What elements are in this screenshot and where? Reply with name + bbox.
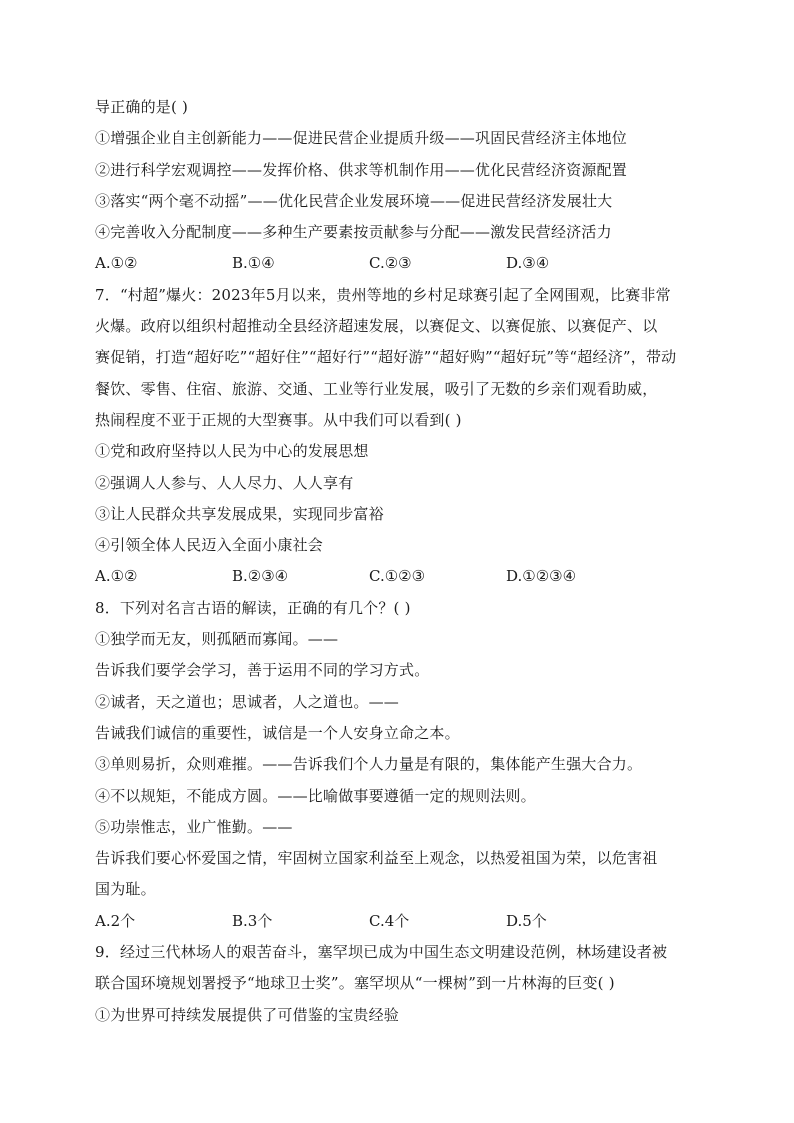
exam-page xyxy=(95,92,707,1031)
q7-item-1: ①党和政府坚持以人民为中心的发展思想 xyxy=(95,442,369,461)
q6-item-1: ①增强企业自主创新能力——促进民营企业提质升级——巩固民营经济主体地位 xyxy=(95,129,628,148)
q8-choice-d: D.5个 xyxy=(506,911,547,930)
q8-choice-b: B.3个 xyxy=(232,911,273,930)
q8-line-9: 国为耻。 xyxy=(95,880,156,899)
q8-choice-a: A.2个 xyxy=(95,911,136,930)
q7-choices xyxy=(95,561,707,592)
q7-item-4: ④引领全体人民迈入全面小康社会 xyxy=(95,536,324,555)
q7-item-2: ②强调人人参与、人人尽力、人人享有 xyxy=(95,473,354,492)
q7-stem-line-1: 7．“村超”爆火：2023年5月以来，贵州等地的乡村足球赛引起了全网围观，比赛非常 xyxy=(95,285,671,304)
q8-line-5: ③单则易折，众则难摧。——告诉我们个人力量是有限的，集体能产生强大合力。 xyxy=(95,755,643,774)
q6-choice-b: B.①④ xyxy=(232,254,275,273)
q7-choice-a: A.①② xyxy=(95,567,138,586)
q6-choices xyxy=(95,248,707,279)
q7-stem-line-5: 热闹程度不亚于正规的大型赛事。从中我们可以看到( ) xyxy=(95,410,462,429)
q6-item-3: ③落实“两个毫不动摇”——优化民营企业发展环境——促进民营经济发展壮大 xyxy=(95,191,613,210)
q8-line-1: ①独学而无友，则孤陋而寡闻。—— xyxy=(95,630,339,649)
q7-choice-b: B.②③④ xyxy=(232,567,289,586)
q6-item-4: ④完善收入分配制度——多种生产要素按贡献参与分配——激发民营经济活力 xyxy=(95,223,612,242)
q8-line-2: 告诉我们要学会学习，善于运用不同的学习方式。 xyxy=(95,661,430,680)
q8-choices xyxy=(95,906,707,937)
q8-line-3: ②诚者，天之道也；思诚者，人之道也。—— xyxy=(95,692,400,711)
q7-stem-line-4: 餐饮、零售、住宿、旅游、交通、工业等行业发展，吸引了无数的乡亲们观看助威， xyxy=(95,379,658,398)
q9-item-1: ①为世界可持续发展提供了可借鉴的宝贵经验 xyxy=(95,1005,400,1024)
q8-line-7: ⑤功崇惟志，业广惟勤。—— xyxy=(95,817,293,836)
q8-line-4: 告诫我们诚信的重要性，诚信是一个人安身立命之本。 xyxy=(95,723,460,742)
q6-choice-c: C.②③ xyxy=(369,254,412,273)
q8-line-6: ④不以规矩，不能成方圆。——比喻做事要遵循一定的规则法则。 xyxy=(95,786,536,805)
q7-stem-line-3: 赛促销，打造“超好吃”“超好住”“超好行”“超好游”“超好购”“超好玩”等“超经济”，带动 xyxy=(95,348,677,367)
q9-stem-line-1: 9．经过三代林场人的艰苦奋斗，塞罕坝已成为中国生态文明建设范例，林场建设者被 xyxy=(95,943,668,962)
q8-stem: 8．下列对名言古语的解读，正确的有几个？( ) xyxy=(95,598,411,617)
q7-item-3: ③让人民群众共享发展成果，实现同步富裕 xyxy=(95,504,384,523)
q8-line-8: 告诉我们要心怀爱国之情，牢固树立国家利益至上观念，以热爱祖国为荣，以危害祖 xyxy=(95,849,658,868)
q7-stem-line-2: 火爆。政府以组织村超推动全县经济超速发展，以赛促文、以赛促旅、以赛促产、以 xyxy=(95,317,658,336)
q8-choice-c: C.4个 xyxy=(369,911,410,930)
q6-choice-d: D.③④ xyxy=(506,254,550,273)
q7-choice-c: C.①②③ xyxy=(369,567,426,586)
q6-stem-tail: 导正确的是( ) xyxy=(95,98,189,116)
q6-item-2: ②进行科学宏观调控——发挥价格、供求等机制作用——优化民营经济资源配置 xyxy=(95,160,628,179)
q7-choice-d: D.①②③④ xyxy=(506,567,577,586)
q6-choice-a: A.①② xyxy=(95,254,138,273)
q9-stem-line-2: 联合国环境规划署授予“地球卫士奖”。塞罕坝从“一棵树”到一片林海的巨变( ) xyxy=(95,974,615,993)
